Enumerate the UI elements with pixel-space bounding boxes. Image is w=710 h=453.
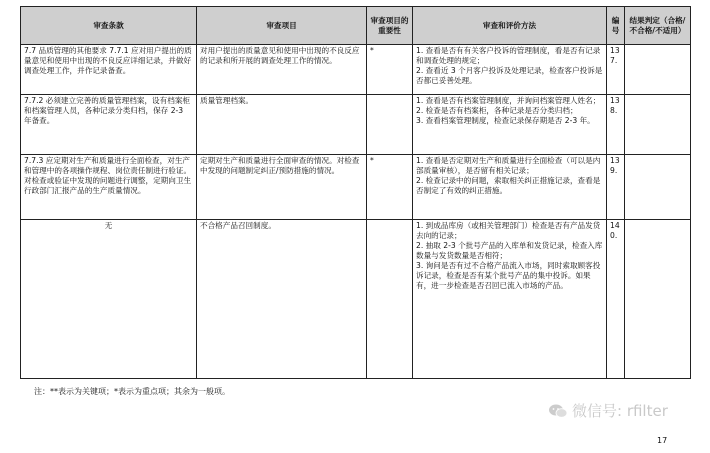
cell-item: 对用户提出的质量意见和使用中出现的不良反应的记录和所开展的调查处理工作的情况。	[197, 45, 367, 95]
cell-result	[625, 95, 691, 155]
cell-item: 定期对生产和质量进行全面审查的情况。对检查中发现的问题制定纠正/预防措施的情况。	[197, 155, 367, 220]
page-number: 17	[657, 436, 668, 445]
table-row	[21, 155, 691, 220]
cell-result	[625, 220, 691, 379]
watermark	[548, 400, 668, 421]
cell-importance	[367, 220, 413, 379]
cell-method: 1. 查看是否定期对生产和质量进行全面检查（可以是内部质量审核），是否留有相关记录； 2. 检查记录中的问题，索取相关纠正措施记录，查看是否制定了有效的纠正措施。	[413, 155, 607, 220]
cell-item: 质量管理档案。	[197, 95, 367, 155]
header-clause: 审查条款	[21, 7, 197, 45]
audit-table	[20, 6, 691, 379]
cell-number: 138.	[607, 95, 625, 155]
wechat-icon	[548, 403, 568, 419]
cell-clause: 7.7.3 应定期对生产和质量进行全面检查，对生产和管理中的各项操作规程、岗位责任制进行验证。对检查或验证中发现的问题进行调整，定期向卫生行政部门汇报产品的生产质量情况。	[21, 155, 197, 220]
watermark-text: 微信号: rfilter	[572, 402, 668, 420]
cell-clause: 7.7 品质管理的其他要求 7.7.1 应对用户提出的质量意见和使用中出现的不良反应详细记录，并做好调查处理工作，并作记录备查。	[21, 45, 197, 95]
table-row	[21, 95, 691, 155]
table-header-row	[21, 7, 691, 45]
header-importance: 审查项目的重要性	[367, 7, 413, 45]
cell-number: 139.	[607, 155, 625, 220]
header-number: 编号	[607, 7, 625, 45]
cell-result	[625, 155, 691, 220]
header-method: 审查和评价方法	[413, 7, 607, 45]
footnote: 注：**表示为关键项；*表示为重点项；其余为一般项。	[34, 387, 230, 396]
header-item: 审查项目	[197, 7, 367, 45]
header-result: 结果判定（合格/不合格/不适用）	[625, 7, 691, 45]
cell-method: 1. 查看是否有有关客户投诉的管理制度，看是否有记录和调查处理的规定； 2. 查看近 3 个月客户投诉及处理记录，检查客户投诉是否都已妥善处理。	[413, 45, 607, 95]
cell-clause: 7.7.2 必须建立完善的质量管理档案，设有档案柜和档案管理人员，各种记录分类归档，保存 2-3 年备查。	[21, 95, 197, 155]
cell-clause: 无	[21, 220, 197, 379]
cell-importance: *	[367, 155, 413, 220]
cell-item: 不合格产品召回制度。	[197, 220, 367, 379]
cell-importance: *	[367, 45, 413, 95]
table-row	[21, 220, 691, 379]
table-row	[21, 45, 691, 95]
cell-result	[625, 45, 691, 95]
cell-method: 1. 到成品库房（或相关管理部门）检查是否有产品发货去向的记录； 2. 抽取 2-3 个批号产品的入库单和发货记录，检查入库数量与发货数量是否相符； 3. 询问是否有过不合格产品流入市场，同时索取顾客投诉记录，检查是否有某个批号产品的集中投诉。如果有，进一步检查是否召回已流入市场的产品。	[413, 220, 607, 379]
cell-importance	[367, 95, 413, 155]
cell-number: 140.	[607, 220, 625, 379]
cell-method: 1. 查看是否有档案管理制度，并询问档案管理人姓名； 2. 检查是否有档案柜，各种记录是否分类归档； 3. 查看档案管理制度，检查记录保存期是否 2-3 年。	[413, 95, 607, 155]
cell-number: 137.	[607, 45, 625, 95]
